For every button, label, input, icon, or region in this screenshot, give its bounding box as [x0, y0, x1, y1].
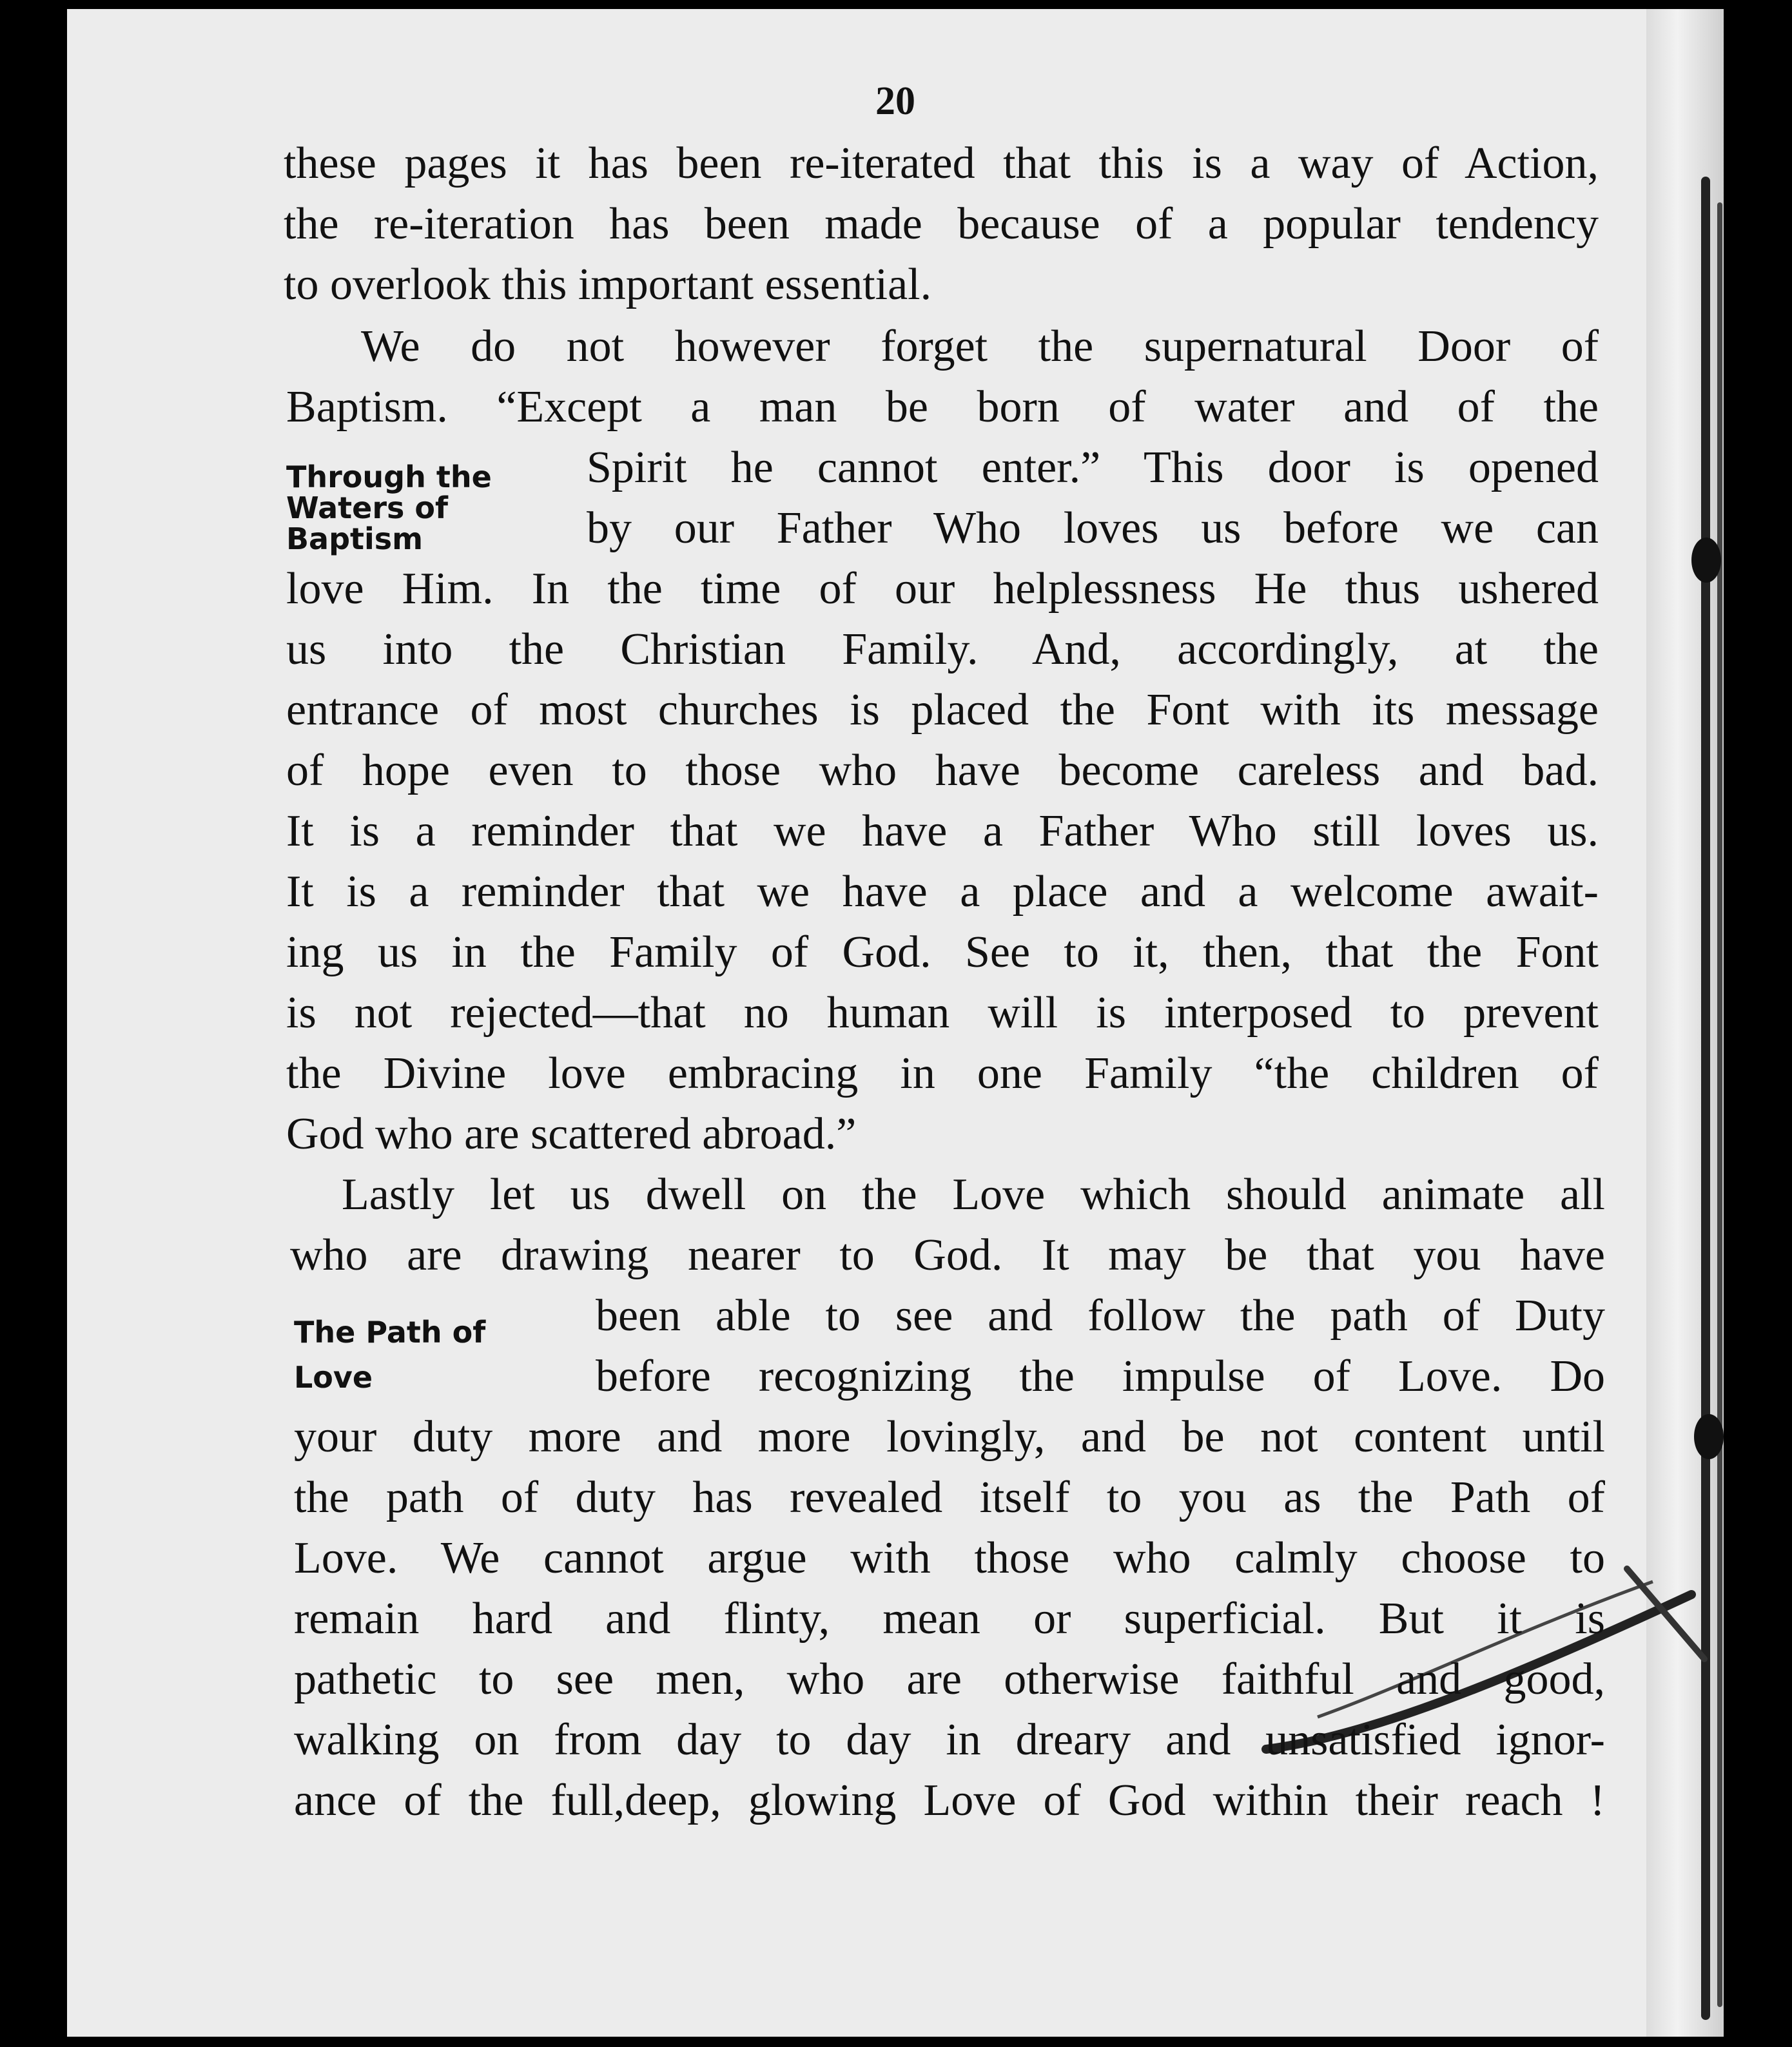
- text-line: the re-iteration has been made because of a popular tendency: [284, 199, 1599, 249]
- thread-knot: [1691, 538, 1721, 583]
- margin-note-line: Waters of: [286, 490, 449, 525]
- text-line: We do not however forget the supernatural Door of: [361, 322, 1599, 371]
- text-line: love Him. In the time of our helplessness He thus ushered: [286, 564, 1599, 614]
- text-line: who are drawing nearer to God. It may be that you have: [290, 1230, 1605, 1280]
- text-line: ance of the full,deep, glowing Love of God within their reach !: [294, 1776, 1605, 1825]
- text-line: ing us in the Family of God. See to it, then, that the Font: [286, 927, 1599, 977]
- text-line: God who are scattered abroad.”: [286, 1109, 857, 1159]
- margin-note-line: Through the: [286, 460, 492, 494]
- text-line: Baptism. “Except a man be born of water and of the: [286, 382, 1599, 432]
- text-line: to overlook this important essential.: [284, 260, 932, 309]
- text-line: the Divine love embracing in one Family “the children of: [286, 1049, 1599, 1098]
- book-page: [67, 9, 1724, 2037]
- text-line: been able to see and follow the path of Duty: [596, 1291, 1605, 1341]
- margin-note-love: [294, 1310, 485, 1400]
- text-line: It is a reminder that we have a Father Who still loves us.: [286, 806, 1599, 856]
- margin-note-baptism: [286, 461, 492, 554]
- text-line: is not rejected—that no human will is interposed to prevent: [286, 988, 1599, 1038]
- margin-note-line: Baptism: [286, 521, 424, 556]
- text-line: Spirit he cannot enter.” This door is opened: [587, 443, 1599, 492]
- text-line: pathetic to see men, who are otherwise faithful and good,: [294, 1654, 1605, 1704]
- page-number: 20: [875, 79, 915, 123]
- text-line: walking on from day to day in dreary and unsatisfied ignor-: [294, 1715, 1605, 1765]
- text-line: before recognizing the impulse of Love. Do: [596, 1352, 1605, 1401]
- text-line: us into the Christian Family. And, accordingly, at the: [286, 625, 1599, 674]
- thread-knot: [1694, 1414, 1724, 1459]
- text-line: It is a reminder that we have a place and a welcome await-: [286, 867, 1599, 917]
- margin-note-line: The Path of: [294, 1315, 486, 1350]
- text-line: entrance of most churches is placed the Font with its message: [286, 685, 1599, 735]
- text-line: the path of duty has revealed itself to you as the Path of: [294, 1473, 1605, 1522]
- text-line: Love. We cannot argue with those who calmly choose to: [294, 1533, 1605, 1583]
- text-line: Lastly let us dwell on the Love which should animate all: [342, 1170, 1605, 1219]
- text-line: of hope even to those who have become careless and bad.: [286, 746, 1599, 795]
- text-line: your duty more and more lovingly, and be not content until: [294, 1412, 1605, 1462]
- text-line: by our Father Who loves us before we can: [587, 503, 1599, 553]
- text-line: these pages it has been re-iterated that this is a way of Action,: [284, 139, 1599, 188]
- margin-note-line: Love: [294, 1360, 373, 1395]
- text-line: remain hard and flinty, mean or superficial. But it is: [294, 1594, 1605, 1644]
